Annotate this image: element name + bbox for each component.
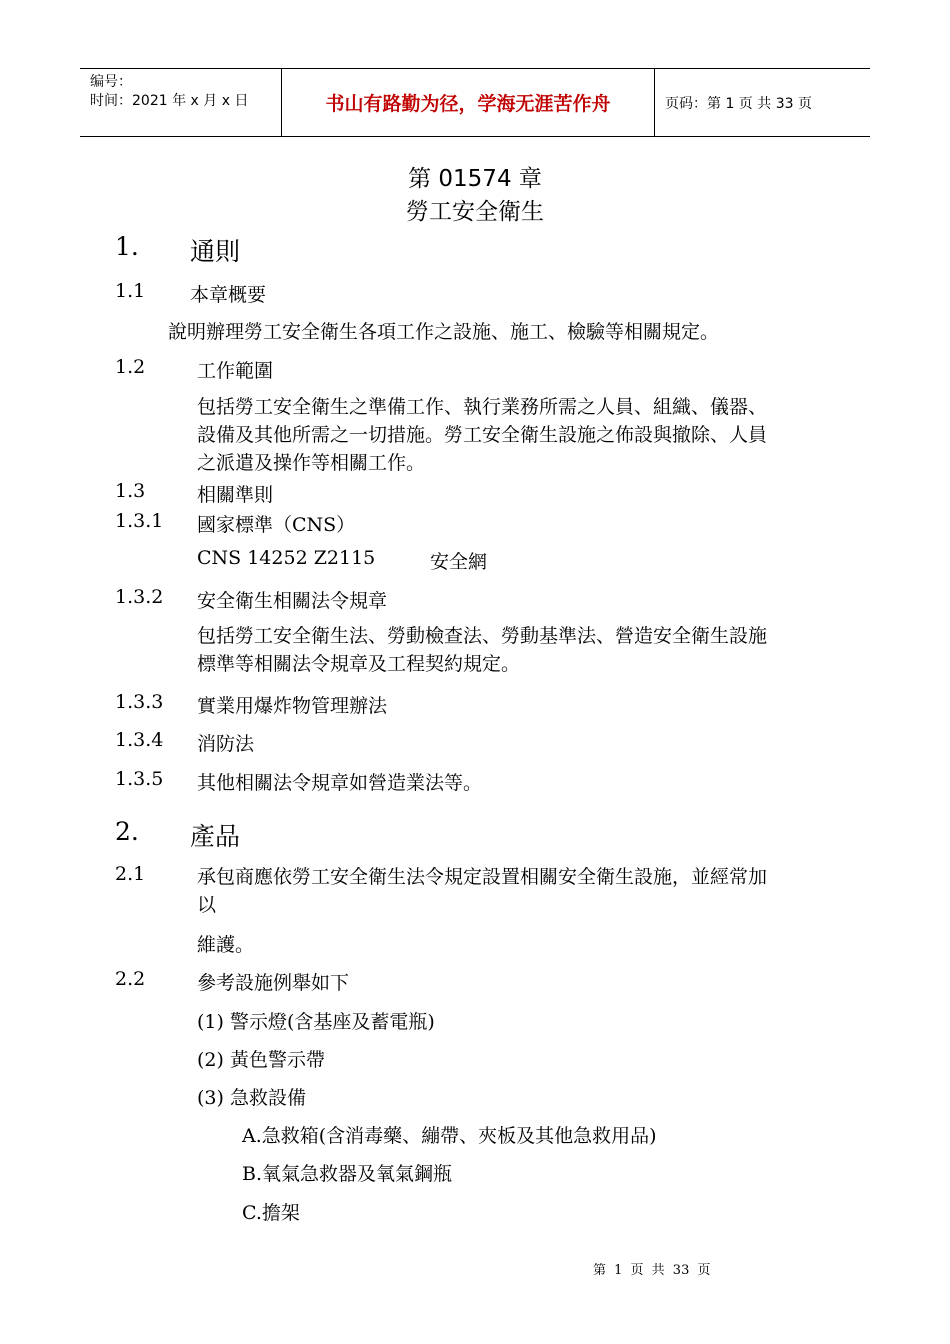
section-heading: 產品	[190, 822, 241, 851]
header-divider	[654, 69, 655, 136]
section-text: 說明辦理勞工安全衛生各項工作之設施、施工、檢驗等相關規定。	[168, 321, 720, 343]
section-heading: 工作範圍	[197, 360, 274, 382]
header-meta	[90, 73, 248, 111]
chapter-number: 第 01574 章	[408, 166, 542, 192]
section-number: 1.2	[115, 356, 146, 378]
section-number: 1.1	[115, 280, 146, 302]
section-number: 1.3.4	[115, 729, 164, 751]
section-number: 1.	[115, 232, 139, 261]
paragraph-line: 以	[197, 894, 217, 916]
sub-list-item: A.急救箱(含消毒藥、繃帶、夾板及其他急救用品)	[242, 1125, 657, 1147]
section-number: 1.3.5	[115, 768, 164, 790]
chapter-title: 勞工安全衛生	[406, 199, 544, 225]
section-heading: 消防法	[197, 733, 255, 755]
standard-code: CNS 14252 Z2115	[197, 547, 376, 569]
paragraph-line: 標準等相關法令規章及工程契約規定。	[197, 653, 521, 675]
section-paragraph	[197, 863, 837, 919]
section-number: 2.2	[115, 968, 146, 990]
paragraph-line: 承包商應依勞工安全衛生法令規定設置相關安全衛生設施，並經常加	[197, 866, 768, 888]
section-number: 1.3	[115, 480, 146, 502]
header-divider	[281, 69, 282, 136]
section-heading: 其他相關法令規章如營造業法等。	[197, 772, 483, 794]
section-number: 1.3.1	[115, 510, 164, 532]
header-motto: 书山有路勤为径，学海无涯苦作舟	[325, 93, 611, 115]
document-header	[80, 68, 870, 137]
section-heading: 通則	[190, 237, 241, 266]
section-heading: 參考設施例舉如下	[197, 972, 350, 994]
header-date: 时间：2021 年 x 月 x 日	[90, 93, 249, 109]
section-paragraph	[197, 393, 837, 477]
section-heading: 國家標準（CNS）	[197, 514, 356, 536]
section-heading: 實業用爆炸物管理辦法	[197, 695, 388, 717]
list-item: (2) 黃色警示帶	[197, 1049, 325, 1071]
section-number: 1.3.3	[115, 691, 164, 713]
paragraph-line: 維護。	[197, 934, 255, 956]
paragraph-line: 包括勞工安全衛生之準備工作、執行業務所需之人員、組織、儀器、	[197, 396, 768, 418]
section-number: 2.1	[115, 863, 146, 885]
sub-list-item: B.氧氣急救器及氧氣鋼瓶	[242, 1163, 453, 1185]
list-item: (1) 警示燈(含基座及蓄電瓶)	[197, 1011, 435, 1033]
section-heading: 相關準則	[197, 484, 274, 506]
header-page-info: 页码：第 1 页 共 33 页	[665, 95, 812, 112]
header-number-label: 编号：	[90, 74, 132, 90]
standard-description: 安全網	[430, 551, 488, 573]
paragraph-line: 包括勞工安全衛生法、勞動檢查法、勞動基準法、營造安全衛生設施	[197, 625, 768, 647]
paragraph-line: 設備及其他所需之一切措施。勞工安全衛生設施之佈設與撤除、人員	[197, 424, 768, 446]
sub-list-item: C.擔架	[242, 1202, 300, 1224]
section-paragraph	[197, 622, 837, 678]
section-number: 1.3.2	[115, 586, 164, 608]
section-heading: 本章概要	[190, 284, 267, 306]
section-heading: 安全衛生相關法令規章	[197, 590, 388, 612]
section-number: 2.	[115, 817, 139, 846]
page-footer: 第 1 页 共 33 页	[593, 1263, 711, 1278]
list-item: (3) 急救設備	[197, 1087, 306, 1109]
paragraph-line: 之派遣及操作等相關工作。	[197, 452, 426, 474]
